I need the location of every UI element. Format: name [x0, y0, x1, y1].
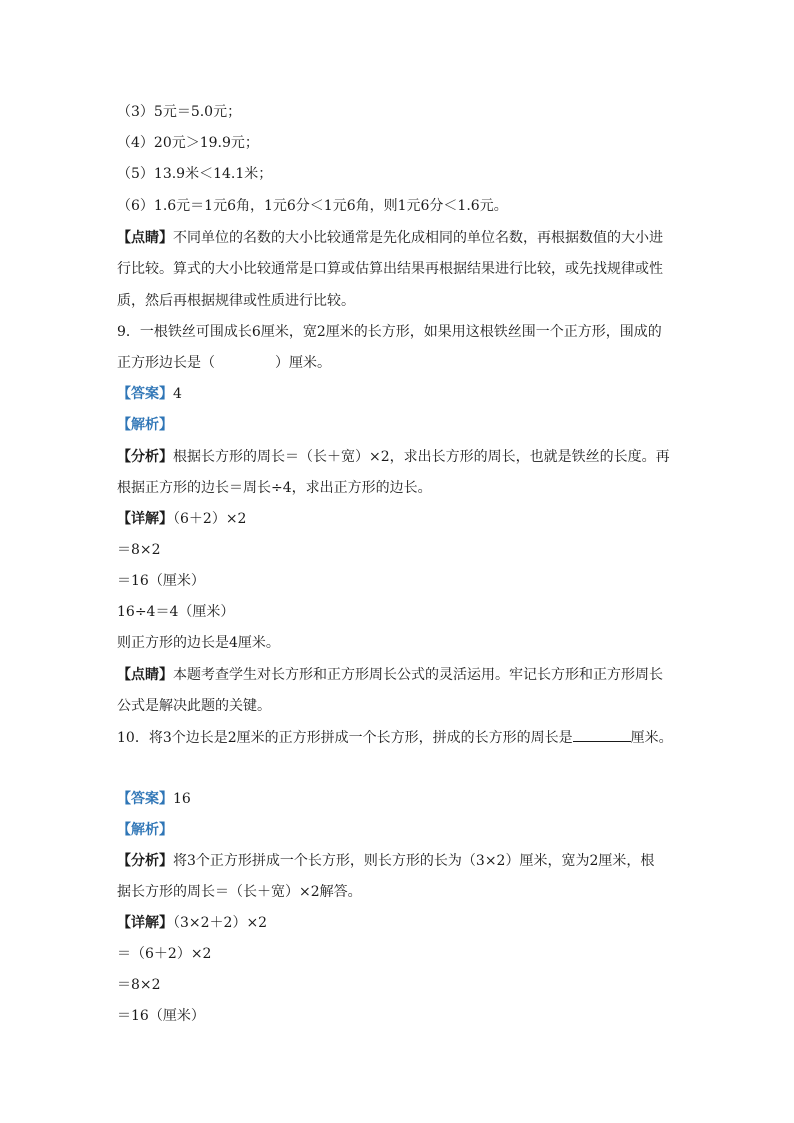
line-text: （4）20元＞19.9元； — [117, 135, 259, 151]
question-9-jiexi — [117, 415, 173, 435]
line-text: 本题考查学生对长方形和正方形周长公式的灵活运用。牢记长方形和正方形周长 — [173, 667, 663, 683]
dianjing-line-3 — [117, 291, 355, 311]
jiexi-tag: 【解析】 — [117, 822, 173, 838]
line-text: （6）1.6元＝1元6角，1元6分＜1元6角，则1元6分＜1.6元。 — [117, 198, 508, 214]
answer-value: 4 — [173, 386, 182, 402]
question-10-step-1 — [117, 944, 211, 964]
question-9-line-1 — [117, 322, 662, 342]
question-10-step-2 — [117, 975, 161, 995]
line-text: ＝16（厘米） — [117, 573, 205, 589]
question-10-step-3 — [117, 1006, 205, 1026]
question-9-step-4 — [117, 633, 280, 653]
line-text: 根据长方形的周长＝（长＋宽）×2，求出长方形的周长，也就是铁丝的长度。再 — [173, 449, 670, 465]
line-text: ＝16（厘米） — [117, 1008, 205, 1024]
question-text: 9．一根铁丝可围成长6厘米，宽2厘米的长方形，如果用这根铁丝围一个正方形，围成的 — [117, 324, 662, 340]
answer-blank — [573, 727, 631, 742]
question-text: 10．将3个边长是2厘米的正方形拼成一个长方形，拼成的长方形的周长是 — [117, 730, 573, 746]
question-10-jiexi — [117, 820, 173, 840]
question-9-dianjing-2 — [117, 696, 271, 716]
question-9-step-3 — [117, 602, 234, 622]
jiexi-tag: 【解析】 — [117, 417, 173, 433]
question-9-step-1 — [117, 540, 161, 560]
answer-line-6 — [117, 196, 508, 216]
answer-tag: 【答案】 — [117, 386, 173, 402]
question-10-fenxi-2 — [117, 882, 362, 902]
line-text: ＝8×2 — [117, 542, 161, 558]
answer-line-4 — [117, 133, 259, 153]
question-text: 正方形边长是（ — [117, 355, 215, 371]
question-10-xiangjie — [117, 913, 267, 933]
fenxi-tag: 【分析】 — [117, 853, 173, 869]
answer-tag: 【答案】 — [117, 791, 173, 807]
question-10-fenxi-1 — [117, 851, 654, 871]
dianjing-line-1 — [117, 228, 663, 248]
line-text: 则正方形的边长是4厘米。 — [117, 635, 280, 651]
line-text: ＝8×2 — [117, 977, 161, 993]
question-9-line-2 — [117, 353, 331, 373]
xiangjie-tag: 【详解】 — [117, 915, 173, 931]
question-text: ）厘米。 — [275, 355, 331, 371]
question-9-xiangjie — [117, 509, 246, 529]
line-text: 公式是解决此题的关键。 — [117, 698, 271, 714]
question-9-dianjing-1 — [117, 665, 663, 685]
line-text: 将3个正方形拼成一个长方形，则长方形的长为（3×2）厘米，宽为2厘米，根 — [173, 853, 655, 869]
dianjing-tag: 【点睛】 — [117, 230, 173, 246]
line-text: （6＋2）×2 — [173, 511, 247, 527]
question-10-line-1 — [117, 727, 673, 748]
answer-value: 16 — [173, 791, 191, 807]
line-text: ＝（6＋2）×2 — [117, 946, 212, 962]
question-10-answer — [117, 789, 191, 809]
question-9-step-2 — [117, 571, 205, 591]
question-9-answer — [117, 384, 182, 404]
dianjing-line-2 — [117, 259, 663, 279]
line-text: 根据正方形的边长＝周长÷4，求出正方形的边长。 — [117, 480, 432, 496]
line-text: 据长方形的周长＝（长＋宽）×2解答。 — [117, 884, 362, 900]
question-9-fenxi-2 — [117, 478, 432, 498]
question-text: 厘米。 — [630, 730, 673, 746]
xiangjie-tag: 【详解】 — [117, 511, 173, 527]
dianjing-tag: 【点睛】 — [117, 667, 173, 683]
answer-line-5 — [117, 164, 272, 184]
line-text: 行比较。算式的大小比较通常是口算或估算出结果再根据结果进行比较，或先找规律或性 — [117, 261, 663, 277]
answer-line-3 — [117, 102, 241, 122]
line-text: 16÷4＝4（厘米） — [117, 604, 235, 620]
line-text: （5）13.9米＜14.1米； — [117, 166, 273, 182]
line-text: 质，然后再根据规律或性质进行比较。 — [117, 293, 355, 309]
line-text: 不同单位的名数的大小比较通常是先化成相同的单位名数，再根据数值的大小进 — [173, 230, 663, 246]
line-text: （3×2＋2）×2 — [173, 915, 268, 931]
line-text: （3）5元＝5.0元； — [117, 104, 242, 120]
question-9-fenxi-1 — [117, 447, 670, 467]
fenxi-tag: 【分析】 — [117, 449, 173, 465]
